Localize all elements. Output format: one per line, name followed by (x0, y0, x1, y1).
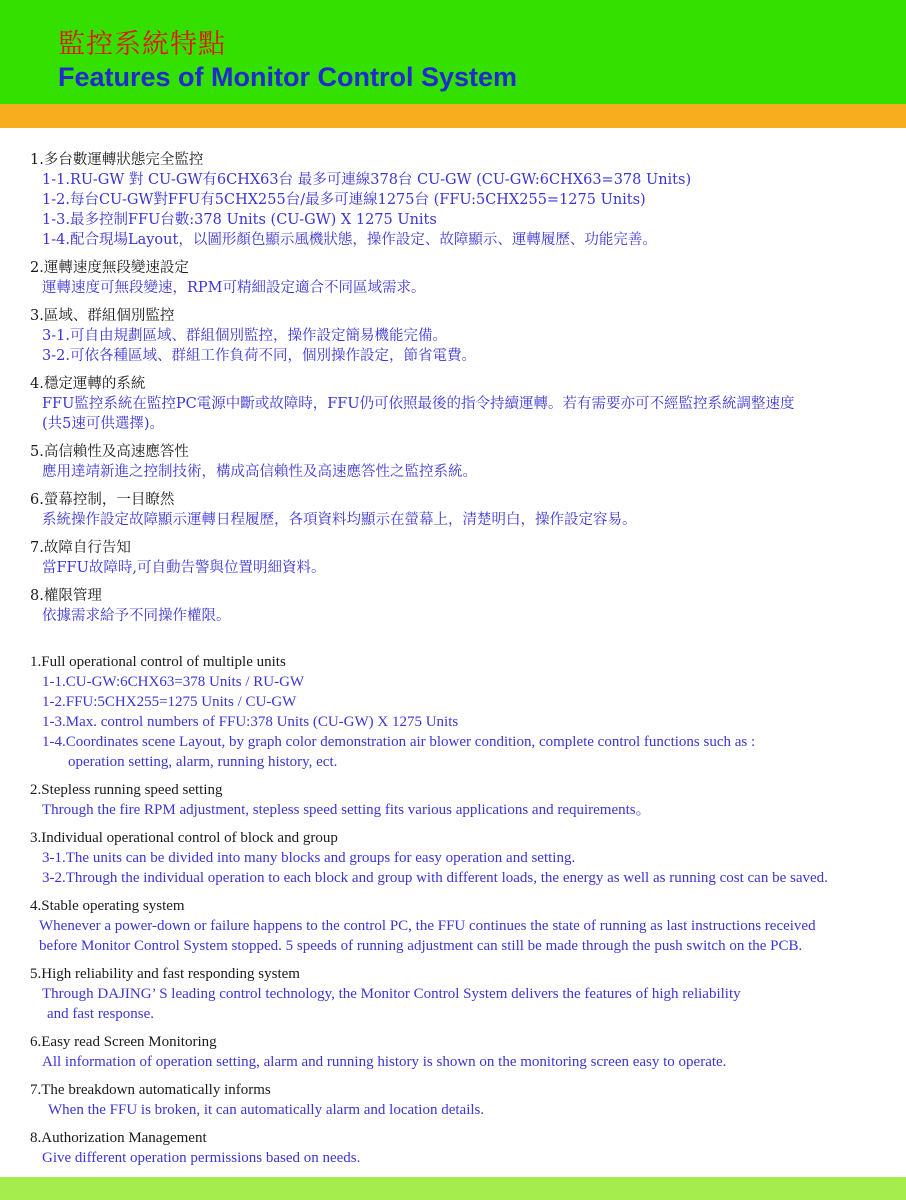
section-heading: 4.Stable operating system (30, 898, 185, 914)
section-heading: 5.高信賴性及高速應答性 (30, 444, 189, 460)
header-banner (0, 0, 906, 104)
language-gap (30, 634, 896, 652)
section-line: before Monitor Control System stopped. 5 speeds of running adjustment can still be made through the push switch on the PCB. (39, 938, 803, 954)
section-line: 3-1.可自由規劃區域、群組個別監控，操作設定簡易機能完備。 (42, 328, 447, 344)
zh-section-6 (30, 490, 896, 530)
en-section-1 (30, 652, 896, 772)
zh-section-2 (30, 258, 896, 298)
section-line: 1-2.FFU:5CHX255=1275 Units / CU-GW (42, 694, 297, 710)
section-heading: 7.故障自行告知 (30, 540, 131, 556)
section-line: When the FFU is broken, it can automatically alarm and location details. (48, 1102, 485, 1118)
en-section-6 (30, 1032, 896, 1072)
zh-section-5 (30, 442, 896, 482)
section-line: 運轉速度可無段變速，RPM可精細設定適合不同區域需求。 (42, 280, 426, 296)
section-line: 當FFU故障時,可自動告警與位置明細資料。 (42, 560, 326, 576)
section-line: operation setting, alarm, running history, ect. (68, 754, 338, 770)
section-line: Through DAJING’ S leading control technology, the Monitor Control System delivers the features of high reliability (42, 986, 741, 1002)
section-heading: 2.運轉速度無段變速設定 (30, 260, 189, 276)
section-line: 依據需求給予不同操作權限。 (42, 608, 231, 624)
en-section-7 (30, 1080, 896, 1120)
section-line: 1-1.RU-GW 對 CU-GW有6CHX63台 最多可連線378台 CU-GW (CU-GW:6CHX63=378 Units) (42, 172, 692, 188)
section-line: 1-4.配合現場Layout，以圖形顏色顯示風機狀態，操作設定、故障顯示、運轉履歷、功能完善。 (42, 232, 657, 248)
section-line: Through the fire RPM adjustment, stepless speed setting fits various applications and requirements。 (42, 802, 651, 818)
en-section-4 (30, 896, 896, 956)
zh-section-1 (30, 150, 896, 250)
title-chinese: 監控系統特點 (58, 29, 226, 60)
section-line: 1-3.Max. control numbers of FFU:378 Units (CU-GW) X 1275 Units (42, 714, 459, 730)
section-line: 3-2.可依各種區域、群組工作負荷不同，個別操作設定，節省電費。 (42, 348, 476, 364)
zh-section-4 (30, 374, 896, 434)
zh-section-3 (30, 306, 896, 366)
section-line: Give different operation permissions based on needs. (42, 1150, 361, 1166)
footer-bar (0, 1177, 906, 1200)
orange-divider-bar (0, 104, 906, 128)
section-line: 1-1.CU-GW:6CHX63=378 Units / RU-GW (42, 674, 305, 690)
section-heading: 4.穩定運轉的系統 (30, 376, 146, 392)
section-line: Whenever a power-down or failure happens to the control PC, the FFU continues the state of running as last instructions received (39, 918, 816, 934)
document-content (30, 150, 896, 1176)
section-heading: 3.區域、群組個別監控 (30, 308, 175, 324)
section-heading: 3.Individual operational control of block and group (30, 830, 338, 846)
section-heading: 7.The breakdown automatically informs (30, 1082, 271, 1098)
zh-section-8 (30, 586, 896, 626)
section-heading: 2.Stepless running speed setting (30, 782, 223, 798)
section-line: 應用達靖新進之控制技術，構成高信賴性及高速應答性之監控系統。 (42, 464, 477, 480)
section-heading: 6.螢幕控制，一目瞭然 (30, 492, 175, 508)
section-line: (共5速可供選擇)。 (42, 416, 165, 432)
section-line: 1-4.Coordinates scene Layout, by graph color demonstration air blower condition, complete control functions such as : (42, 734, 756, 750)
section-line: All information of operation setting, alarm and running history is shown on the monitoring screen easy to operate. (42, 1054, 727, 1070)
section-heading: 1.Full operational control of multiple units (30, 654, 286, 670)
en-section-3 (30, 828, 896, 888)
en-section-2 (30, 780, 896, 820)
section-heading: 1.多台數運轉狀態完全監控 (30, 152, 204, 168)
section-heading: 8.權限管理 (30, 588, 102, 604)
section-line: 系統操作設定故障顯示運轉日程履歷，各項資料均顯示在螢幕上，清楚明白，操作設定容易。 (42, 512, 637, 528)
section-line: 1-2.每台CU-GW對FFU有5CHX255台/最多可連線1275台 (FFU:5CHX255=1275 Units) (42, 192, 646, 208)
section-line: and fast response. (47, 1006, 155, 1022)
en-section-5 (30, 964, 896, 1024)
section-line: 3-2.Through the individual operation to each block and group with different loads, the energy as well as running cost can be saved. (42, 870, 828, 886)
section-line: 3-1.The units can be divided into many blocks and groups for easy operation and setting. (42, 850, 576, 866)
title-english: Features of Monitor Control System (58, 62, 518, 92)
section-heading: 8.Authorization Management (30, 1130, 207, 1146)
section-line: FFU監控系統在監控PC電源中斷或故障時，FFU仍可依照最後的指令持續運轉。若有需要亦可不經監控系統調整速度 (42, 396, 795, 412)
zh-section-7 (30, 538, 896, 578)
section-line: 1-3.最多控制FFU台數:378 Units (CU-GW) X 1275 Units (42, 212, 437, 228)
en-section-8 (30, 1128, 896, 1168)
section-heading: 5.High reliability and fast responding system (30, 966, 300, 982)
section-heading: 6.Easy read Screen Monitoring (30, 1034, 217, 1050)
